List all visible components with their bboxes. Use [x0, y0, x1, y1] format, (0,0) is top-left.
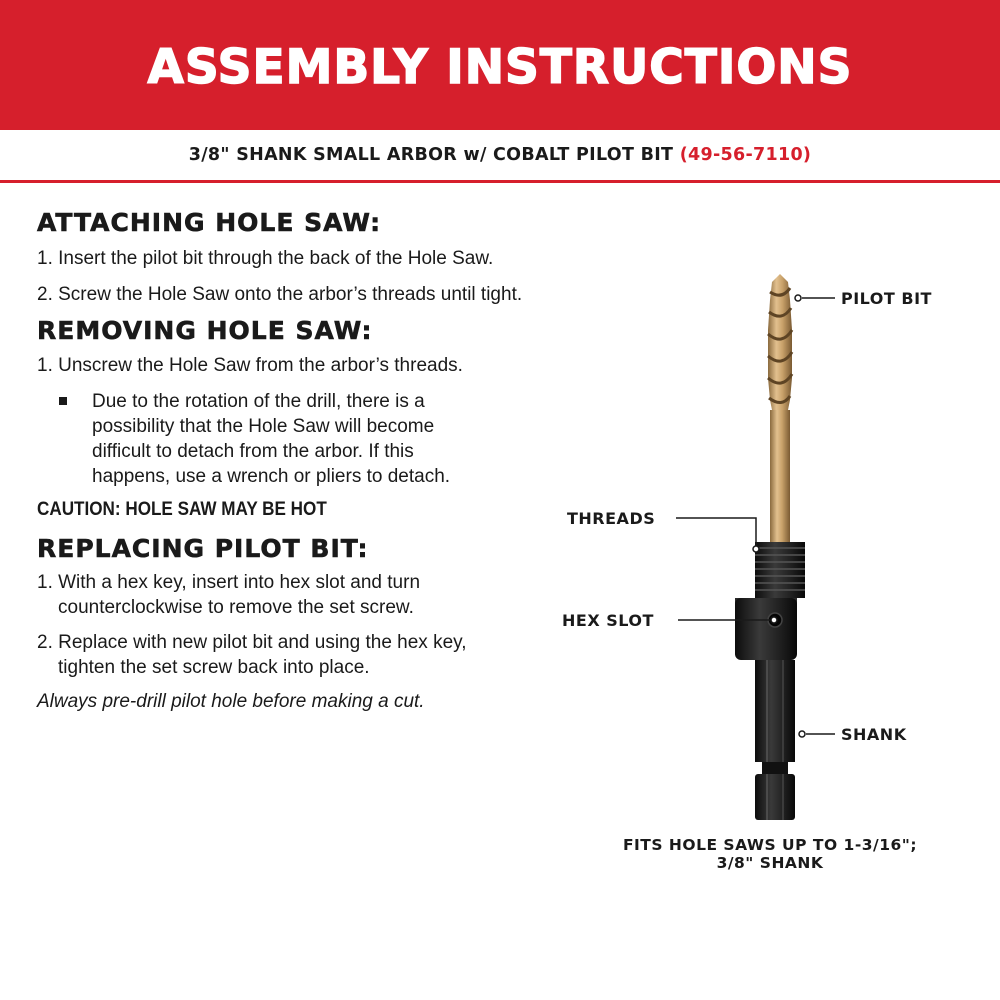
page-title: ASSEMBLY INSTRUCTIONS: [147, 40, 853, 95]
attaching-step-2: 2. Screw the Hole Saw onto the arbor’s threads until tight.: [37, 284, 523, 305]
replacing-step-2-line-1: 2. Replace with new pilot bit and using the hex key,: [37, 632, 467, 653]
label-shank: SHANK: [841, 725, 907, 744]
bullet-line-3: difficult to detach from the arbor. If this: [92, 441, 414, 462]
threads: [755, 542, 805, 598]
label-hex-slot: HEX SLOT: [562, 611, 654, 630]
fit-note-line-1: FITS HOLE SAWS UP TO 1-3/16";: [622, 836, 918, 854]
replacing-step-2-line-2: tighten the set screw back into place.: [58, 657, 370, 678]
heading-replacing: REPLACING PILOT BIT:: [37, 534, 369, 563]
attaching-step-1: 1. Insert the pilot bit through the back of the Hole Saw.: [37, 248, 494, 269]
collar: [735, 598, 797, 660]
label-pilot-bit: PILOT BIT: [841, 289, 932, 308]
part-number: (49-56-7110): [679, 145, 812, 165]
heading-removing: REMOVING HOLE SAW:: [37, 316, 373, 345]
removing-step-1: 1. Unscrew the Hole Saw from the arbor’s threads.: [37, 355, 463, 376]
bullet-line-2: possibility that the Hole Saw will become: [92, 416, 435, 437]
fit-note-line-2: 3/8" SHANK: [716, 854, 824, 872]
bullet-line-4: happens, use a wrench or pliers to detach.: [92, 466, 451, 487]
caution-text: CAUTION: HOLE SAW MAY BE HOT: [37, 499, 327, 520]
fit-note: [585, 836, 955, 872]
label-threads: THREADS: [567, 509, 656, 528]
hex-shank: [755, 660, 795, 820]
replacing-step-1-line-2: counterclockwise to remove the set screw.: [58, 597, 414, 618]
replacing-step-1-line-1: 1. With a hex key, insert into hex slot and turn: [37, 572, 421, 593]
bullet-line-1: Due to the rotation of the drill, there is a: [92, 391, 425, 412]
pilot-bit: [768, 274, 792, 542]
product-name: 3/8" SHANK SMALL ARBOR w/ COBALT PILOT BIT: [188, 145, 674, 165]
pre-drill-note: Always pre-drill pilot hole before making a cut.: [37, 691, 425, 712]
heading-attaching: ATTACHING HOLE SAW:: [37, 208, 382, 237]
